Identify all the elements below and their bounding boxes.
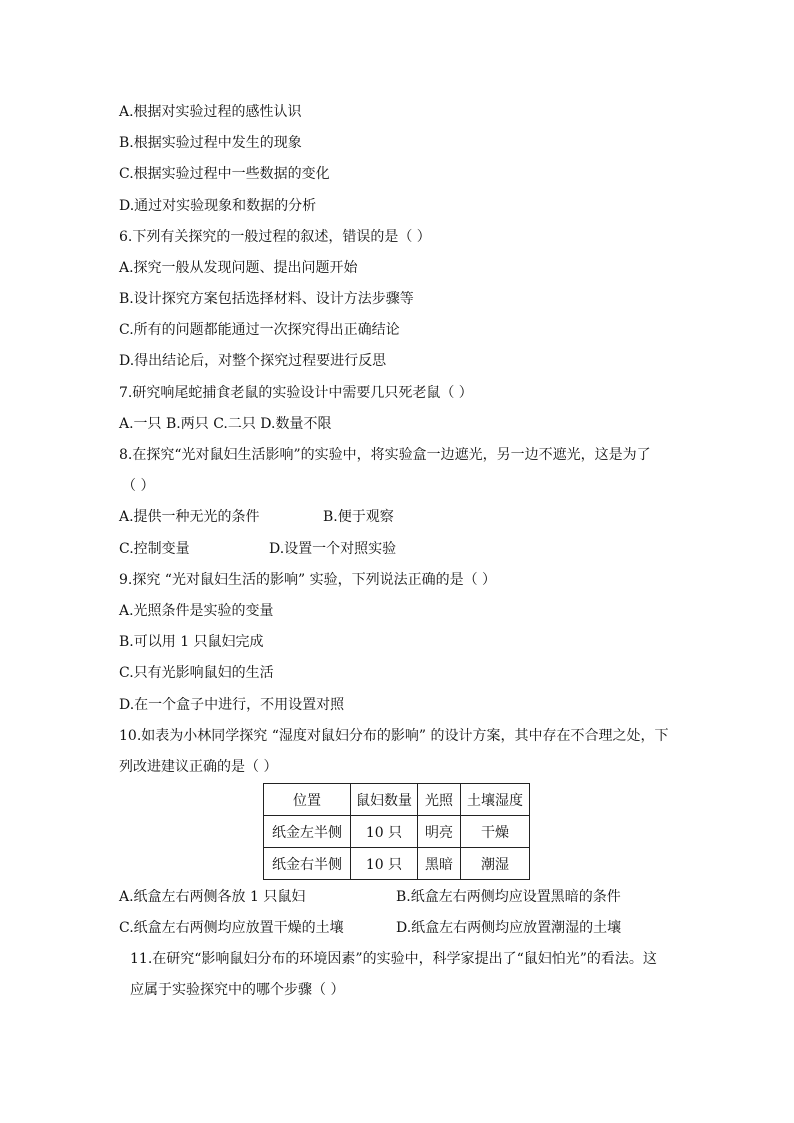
q10-option-a: A.纸盒左右两侧各放 1 只鼠妇 bbox=[119, 889, 306, 905]
q5-option-d: D.通过对实验现象和数据的分析 bbox=[119, 198, 317, 214]
q9-option-c: C.只有光影响鼠妇的生活 bbox=[119, 665, 274, 681]
table-cell: 干燥 bbox=[461, 816, 530, 848]
table-header-cell: 位置 bbox=[264, 784, 351, 816]
q8-option-c: C.控制变量 bbox=[119, 541, 190, 557]
table-cell: 潮湿 bbox=[461, 848, 530, 880]
q9-option-d: D.在一个盒子中进行，不用设置对照 bbox=[119, 697, 345, 713]
q5-option-a: A.根据对实验过程的感性认识 bbox=[119, 104, 302, 120]
q6-option-b: B.设计探究方案包括选择材料、设计方法步骤等 bbox=[119, 291, 414, 307]
q8-option-d: D.设置一个对照实验 bbox=[269, 541, 397, 557]
q10-stem-line2: 列改进建议正确的是（ ） bbox=[119, 759, 278, 775]
table-cell: 明亮 bbox=[418, 816, 461, 848]
q7-options: A.一只 B.两只 C.二只 D.数量不限 bbox=[119, 416, 332, 432]
table-header-cell: 光照 bbox=[418, 784, 461, 816]
table-cell: 10 只 bbox=[351, 816, 418, 848]
q5-option-c: C.根据实验过程中一些数据的变化 bbox=[119, 166, 330, 182]
q5-option-b: B.根据实验过程中发生的现象 bbox=[119, 135, 302, 151]
q6-option-c: C.所有的问题都能通过一次探究得出正确结论 bbox=[119, 322, 400, 338]
q10-table bbox=[263, 783, 530, 880]
table-header-row bbox=[264, 784, 530, 816]
q8-option-a: A.提供一种无光的条件 bbox=[119, 509, 260, 525]
q10-option-c: C.纸盒左右两侧均应放置干燥的土壤 bbox=[119, 920, 344, 936]
table-cell: 黑暗 bbox=[418, 848, 461, 880]
q8-option-b: B.便于观察 bbox=[323, 509, 394, 525]
q9-option-b: B.可以用 1 只鼠妇完成 bbox=[119, 634, 264, 650]
table-cell: 纸金右半侧 bbox=[264, 848, 351, 880]
q6-option-d: D.得出结论后，对整个探究过程要进行反思 bbox=[119, 353, 387, 369]
q8-paren: （ ） bbox=[122, 478, 155, 494]
table-cell: 纸金左半侧 bbox=[264, 816, 351, 848]
q10-stem-line1: 10.如表为小林同学探究 “湿度对鼠妇分布的影响” 的设计方案，其中存在不合理之处，下 bbox=[119, 728, 669, 744]
q6-stem: 6.下列有关探究的一般过程的叙述，错误的是（ ） bbox=[119, 229, 431, 245]
q9-option-a: A.光照条件是实验的变量 bbox=[119, 603, 274, 619]
table-row bbox=[264, 816, 530, 848]
q11-stem-line1: 11.在研究“影响鼠妇分布的环境因素”的实验中，科学家提出了“鼠妇怕光”的看法。这 bbox=[130, 951, 657, 967]
q8-stem: 8.在探究“光对鼠妇生活影响”的实验中，将实验盒一边遮光，另一边不遮光，这是为了 bbox=[119, 447, 651, 463]
table-row bbox=[264, 848, 530, 880]
q10-option-b: B.纸盒左右两侧均应设置黑暗的条件 bbox=[396, 889, 621, 905]
q11-stem-line2: 应属于实验探究中的哪个步骤（ ） bbox=[130, 982, 345, 998]
q6-option-a: A.探究一般从发现问题、提出问题开始 bbox=[119, 260, 358, 276]
q9-stem: 9.探究 “光对鼠妇生活的影响” 实验，下列说法正确的是（ ） bbox=[119, 572, 497, 588]
table-header-cell: 土壤湿度 bbox=[461, 784, 530, 816]
table-cell: 10 只 bbox=[351, 848, 418, 880]
q7-stem: 7.研究响尾蛇捕食老鼠的实验设计中需要几只死老鼠（ ） bbox=[119, 385, 473, 401]
q10-option-d: D.纸盒左右两侧均应放置潮湿的土壤 bbox=[396, 920, 622, 936]
table-header-cell: 鼠妇数量 bbox=[351, 784, 418, 816]
